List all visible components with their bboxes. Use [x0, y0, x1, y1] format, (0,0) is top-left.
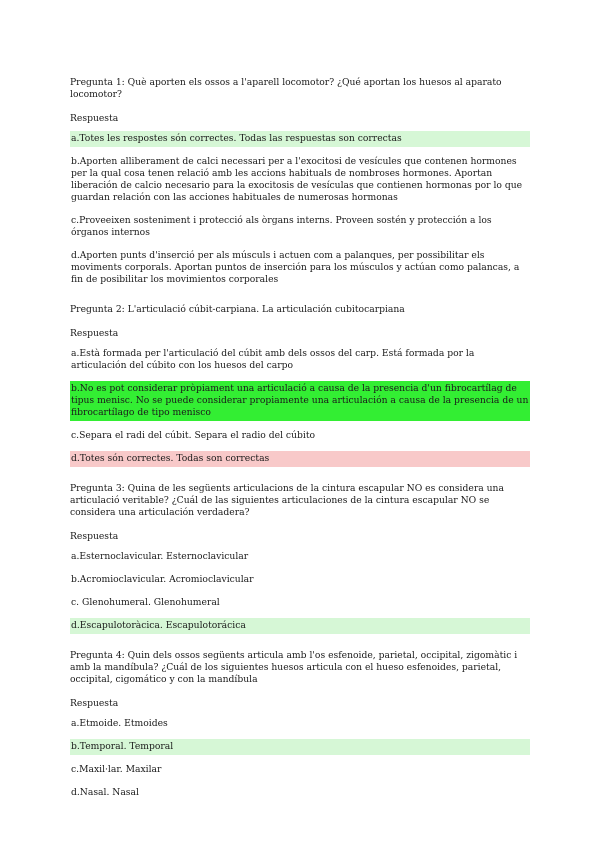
- question-title: Pregunta 1: Què aporten els ossos a l'aparell locomotor? ¿Qué aportan los huesos al aparato locomotor?: [70, 77, 502, 100]
- option-d: d.Nasal. Nasal: [71, 787, 139, 798]
- option-b: b.Temporal. Temporal: [70, 739, 530, 755]
- option-d: d.Totes són correctes. Todas son correctas: [70, 451, 530, 467]
- option-c: c.Maxil·lar. Maxilar: [71, 764, 162, 775]
- option-c: c. Glenohumeral. Glenohumeral: [71, 597, 220, 608]
- response-label: Respuesta: [70, 113, 119, 124]
- quiz-document: [70, 77, 530, 808]
- question-title: Pregunta 2: L'articulació cúbit-carpiana. La articulación cubitocarpiana: [70, 304, 405, 315]
- question-3: [70, 483, 530, 634]
- question-4: [70, 650, 530, 801]
- response-label: Respuesta: [70, 328, 119, 339]
- response-label: Respuesta: [70, 531, 119, 542]
- question-title: Pregunta 4: Quin dels ossos següents articula amb l'os esfenoide, parietal, occipital, zigomàtic i amb la mandíbula? ¿Cuál de los siguientes huesos articula con el hueso esfenoides, parietal, occipital, cigomático y con la mandíbula: [70, 650, 518, 685]
- option-b: b.No es pot considerar pròpiament una articulació a causa de la presencia d'un fibrocartílag de tipus menisc. No se puede considerar propiamente una articulación a causa de la presencia de un fibrocartílago de tipo menisco: [70, 381, 530, 421]
- option-b: b.Aporten alliberament de calci necessari per a l'exocitosi de vesícules que contenen hormones per la qual cosa tenen relació amb les accions habituals de nombroses hormones. Aportan liberación de calcio necesario para la exocitosis de vesículas que contienen hormonas por lo que guardan relación con las acciones habituales de numerosas hormonas: [71, 156, 523, 203]
- response-label: Respuesta: [70, 698, 119, 709]
- option-d: d.Escapulotoràcica. Escapulotorácica: [70, 618, 530, 634]
- option-c: c.Separa el radi del cúbit. Separa el radio del cúbito: [71, 430, 316, 441]
- option-a: a.Està formada per l'articulació del cúbit amb dels ossos del carp. Está formada por la articulación del cúbito con los huesos del carpo: [71, 348, 475, 371]
- option-a: a.Esternoclavicular. Esternoclavicular: [71, 551, 249, 562]
- option-b: b.Acromioclavicular. Acromioclavicular: [71, 574, 254, 585]
- option-a: a.Totes les respostes són correctes. Todas las respuestas son correctas: [70, 131, 530, 147]
- question-2: [70, 304, 530, 467]
- question-1: [70, 77, 530, 288]
- option-c: c.Proveeixen sosteniment i protecció als òrgans interns. Proveen sostén y protección a los órganos internos: [71, 215, 492, 238]
- option-a: a.Etmoide. Etmoides: [71, 718, 168, 729]
- question-title: Pregunta 3: Quina de les següents articulacions de la cintura escapular NO es considera una articulació veritable? ¿Cuál de las siguientes articulaciones de la cintura escapular NO se considera una articulación verdadera?: [70, 483, 504, 518]
- option-d: d.Aporten punts d'inserció per als músculs i actuen com a palanques, per possibilitar els moviments corporals. Aportan puntos de inserción para los músculos y actúan como palancas, a fin de posibilitar los movimientos corporales: [71, 250, 520, 285]
